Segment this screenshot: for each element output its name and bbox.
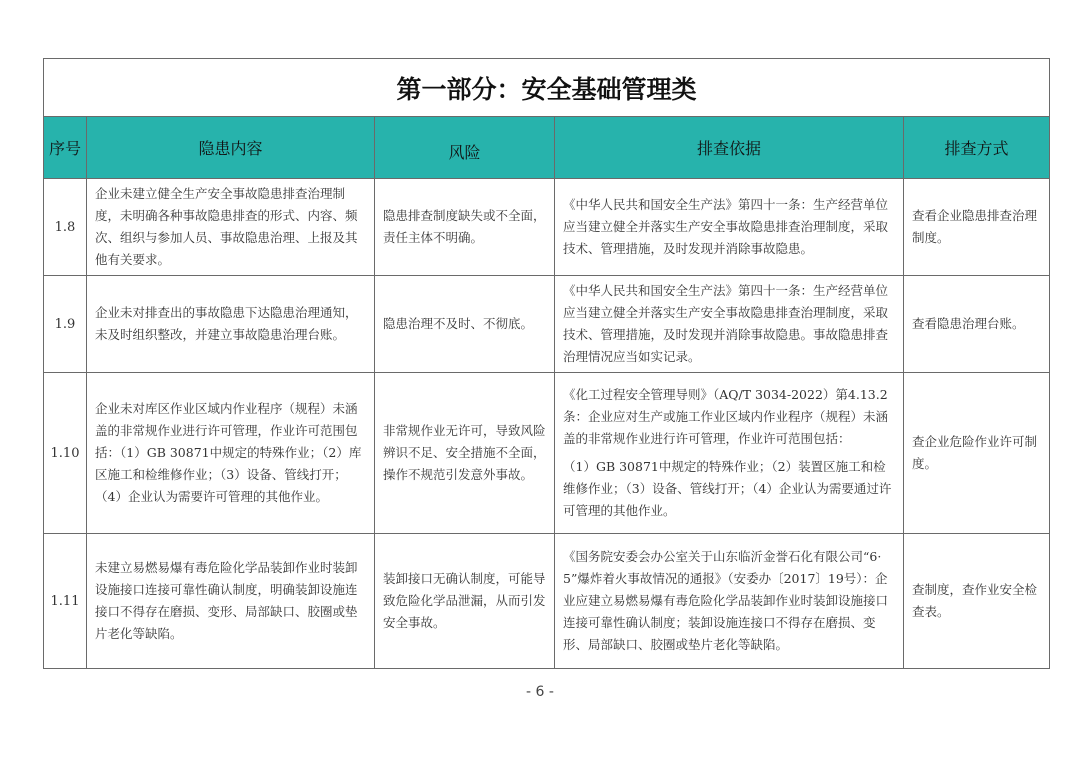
row-risk: 装卸接口无确认制度，可能导致危险化学品泄漏，从而引发安全事故。 [375, 534, 555, 669]
table-row [44, 534, 1050, 669]
row-method: 查看企业隐患排查治理制度。 [904, 179, 1050, 276]
basis-paragraph: 《中华人民共和国安全生产法》第四十一条：生产经营单位应当建立健全并落实生产安全事故隐患排查治理制度，采取技术、管理措施，及时发现并消除事故隐患。 [563, 197, 889, 256]
row-index: 1.10 [44, 373, 87, 534]
header-content: 隐患内容 [87, 117, 375, 179]
header-method: 排查方式 [904, 117, 1050, 179]
header-basis: 排查依据 [555, 117, 904, 179]
basis-paragraph: 《国务院安委会办公室关于山东临沂金誉石化有限公司“6·5”爆炸着火事故情况的通报》（安委办〔2017〕19号）：企业应建立易燃易爆有毒危险化学品装卸作业时装卸设施接口连接可靠性确认制度；装卸设施连接口不得存在磨损、变形、局部缺口、胶圈或垫片老化等缺陷。 [563, 549, 889, 652]
row-risk: 非常规作业无许可，导致风险辨识不足、安全措施不全面，操作不规范引发意外事故。 [375, 373, 555, 534]
header-risk: 风险 [375, 117, 555, 179]
page-number: - 6 - [526, 684, 554, 700]
table-row [44, 179, 1050, 276]
row-content: 企业未建立健全生产安全事故隐患排查治理制度，未明确各种事故隐患排查的形式、内容、频次、组织与参加人员、事故隐患治理、上报及其他有关要求。 [87, 179, 375, 276]
header-index: 序号 [44, 117, 87, 179]
hazard-table [43, 58, 1050, 669]
row-index: 1.11 [44, 534, 87, 669]
row-risk: 隐患治理不及时、不彻底。 [375, 276, 555, 373]
row-content: 未建立易燃易爆有毒危险化学品装卸作业时装卸设施接口连接可靠性确认制度，明确装卸设施连接口不得存在磨损、变形、局部缺口、胶圈或垫片老化等缺陷。 [87, 534, 375, 669]
title-row [44, 59, 1050, 117]
basis-paragraph: 《化工过程安全管理导则》（AQ/T 3034-2022）第4.13.2条：企业应对生产或施工作业区域内作业程序（规程）未涵盖的非常规作业进行许可管理，作业许可范围包括： [563, 387, 889, 446]
row-basis [555, 179, 904, 276]
row-basis [555, 373, 904, 534]
basis-paragraph: （1）GB 30871中规定的特殊作业；（2）装置区施工和检维修作业；（3）设备、管线打开；（4）企业认为需要通过许可管理的其他作业。 [563, 459, 892, 518]
row-method: 查看隐患治理台账。 [904, 276, 1050, 373]
row-content: 企业未对库区作业区域内作业程序（规程）未涵盖的非常规作业进行许可管理，作业许可范围包括：（1）GB 30871中规定的特殊作业；（2）库区施工和检维修作业；（3）设备、管线打开；（4）企业认为需要许可管理的其他作业。 [87, 373, 375, 534]
row-method: 查企业危险作业许可制度。 [904, 373, 1050, 534]
row-basis [555, 276, 904, 373]
row-index: 1.8 [44, 179, 87, 276]
row-index: 1.9 [44, 276, 87, 373]
section-title: 第一部分：安全基础管理类 [44, 59, 1050, 117]
header-row [44, 117, 1050, 179]
row-content: 企业未对排查出的事故隐患下达隐患治理通知，未及时组织整改，并建立事故隐患治理台账。 [87, 276, 375, 373]
basis-paragraph: 《中华人民共和国安全生产法》第四十一条：生产经营单位应当建立健全并落实生产安全事故隐患排查治理制度，采取技术、管理措施，及时发现并消除事故隐患。事故隐患排查治理情况应当如实记录。 [563, 283, 889, 364]
row-risk: 隐患排查制度缺失或不全面，责任主体不明确。 [375, 179, 555, 276]
row-basis [555, 534, 904, 669]
row-method: 查制度，查作业安全检查表。 [904, 534, 1050, 669]
table-row [44, 276, 1050, 373]
table-row [44, 373, 1050, 534]
